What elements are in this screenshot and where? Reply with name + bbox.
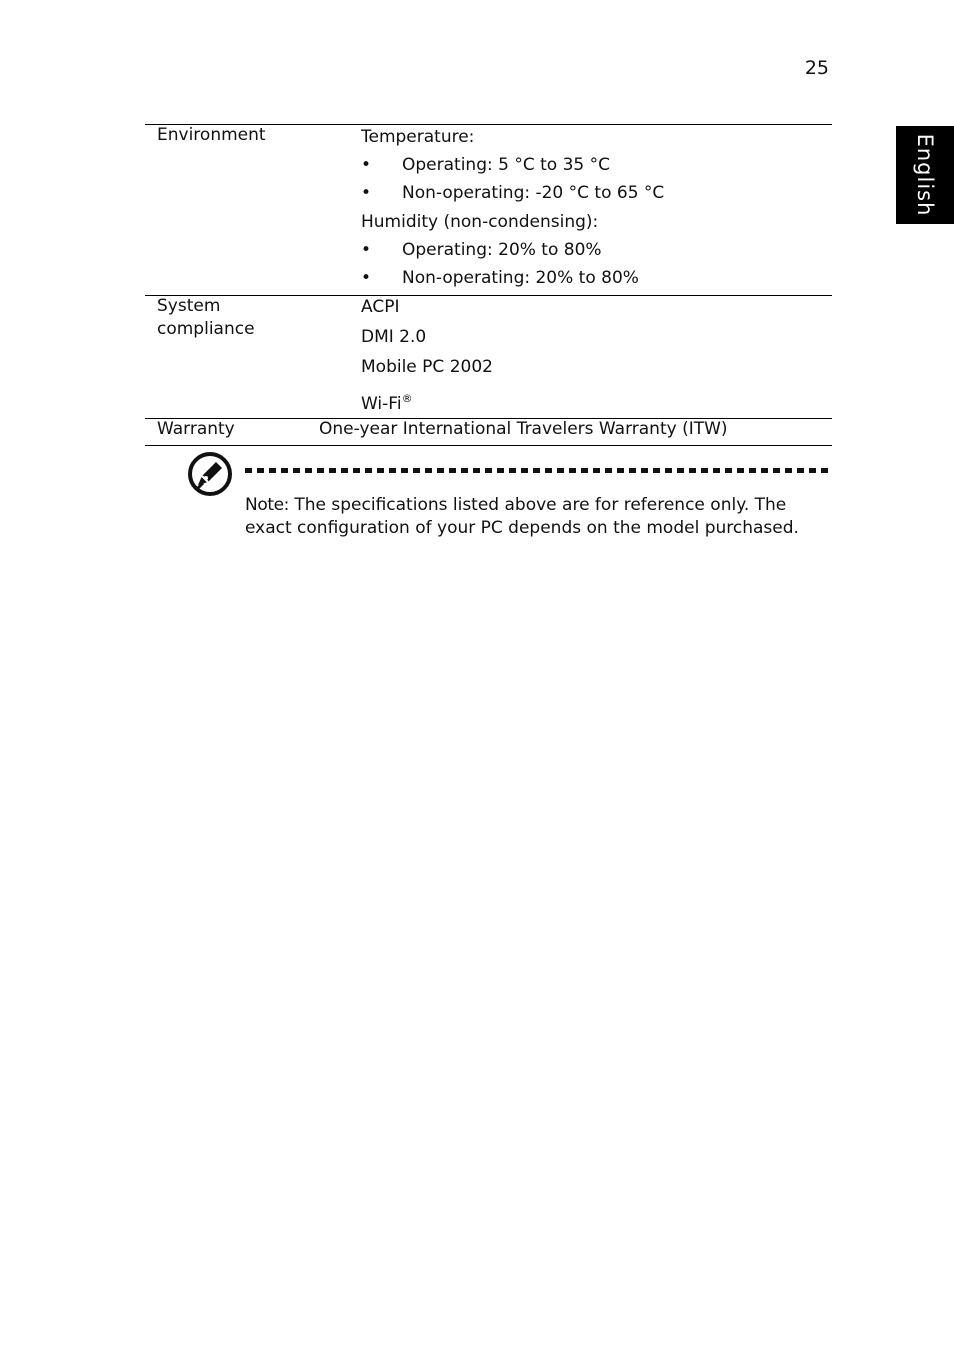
row-label-environment: Environment: [157, 125, 266, 145]
compliance-wifi: [361, 389, 413, 414]
compliance-wifi-text: Wi-Fi: [361, 394, 402, 414]
compliance-dmi: DMI 2.0: [361, 327, 427, 347]
compliance-mobile-pc: Mobile PC 2002: [361, 357, 493, 377]
note-body: The specifications listed above are for reference only. The exact configuration of your PC depends on the model purchased.: [245, 495, 799, 538]
temperature-heading: Temperature:: [361, 127, 475, 147]
page-number: 25: [804, 57, 829, 79]
dotted-divider: [245, 468, 831, 473]
row-label-warranty: Warranty: [157, 419, 235, 439]
note-label: Note:: [245, 495, 289, 515]
language-tab-label: English: [913, 133, 937, 217]
language-tab: [896, 126, 954, 224]
note-text: [245, 494, 825, 540]
humidity-non-operating: Non-operating: 20% to 80%: [402, 268, 639, 288]
table-rule-bottom: [145, 445, 832, 446]
bullet-glyph: •: [361, 268, 372, 288]
row-label-compliance-line2: compliance: [157, 319, 255, 339]
humidity-operating: Operating: 20% to 80%: [402, 240, 602, 260]
temperature-operating: Operating: 5 °C to 35 °C: [402, 155, 610, 175]
compliance-acpi: ACPI: [361, 297, 400, 317]
bullet-glyph: •: [361, 155, 372, 175]
bullet-glyph: •: [361, 240, 372, 260]
temperature-non-operating: Non-operating: -20 °C to 65 °C: [402, 183, 665, 203]
humidity-heading: Humidity (non-condensing):: [361, 212, 599, 232]
warranty-value: One-year International Travelers Warranty (ITW): [319, 419, 728, 439]
row-label-compliance-line1: System: [157, 296, 221, 316]
note-pen-icon: [186, 452, 234, 505]
bullet-glyph: •: [361, 183, 372, 203]
registered-mark: ®: [401, 392, 413, 405]
table-rule: [145, 295, 832, 296]
